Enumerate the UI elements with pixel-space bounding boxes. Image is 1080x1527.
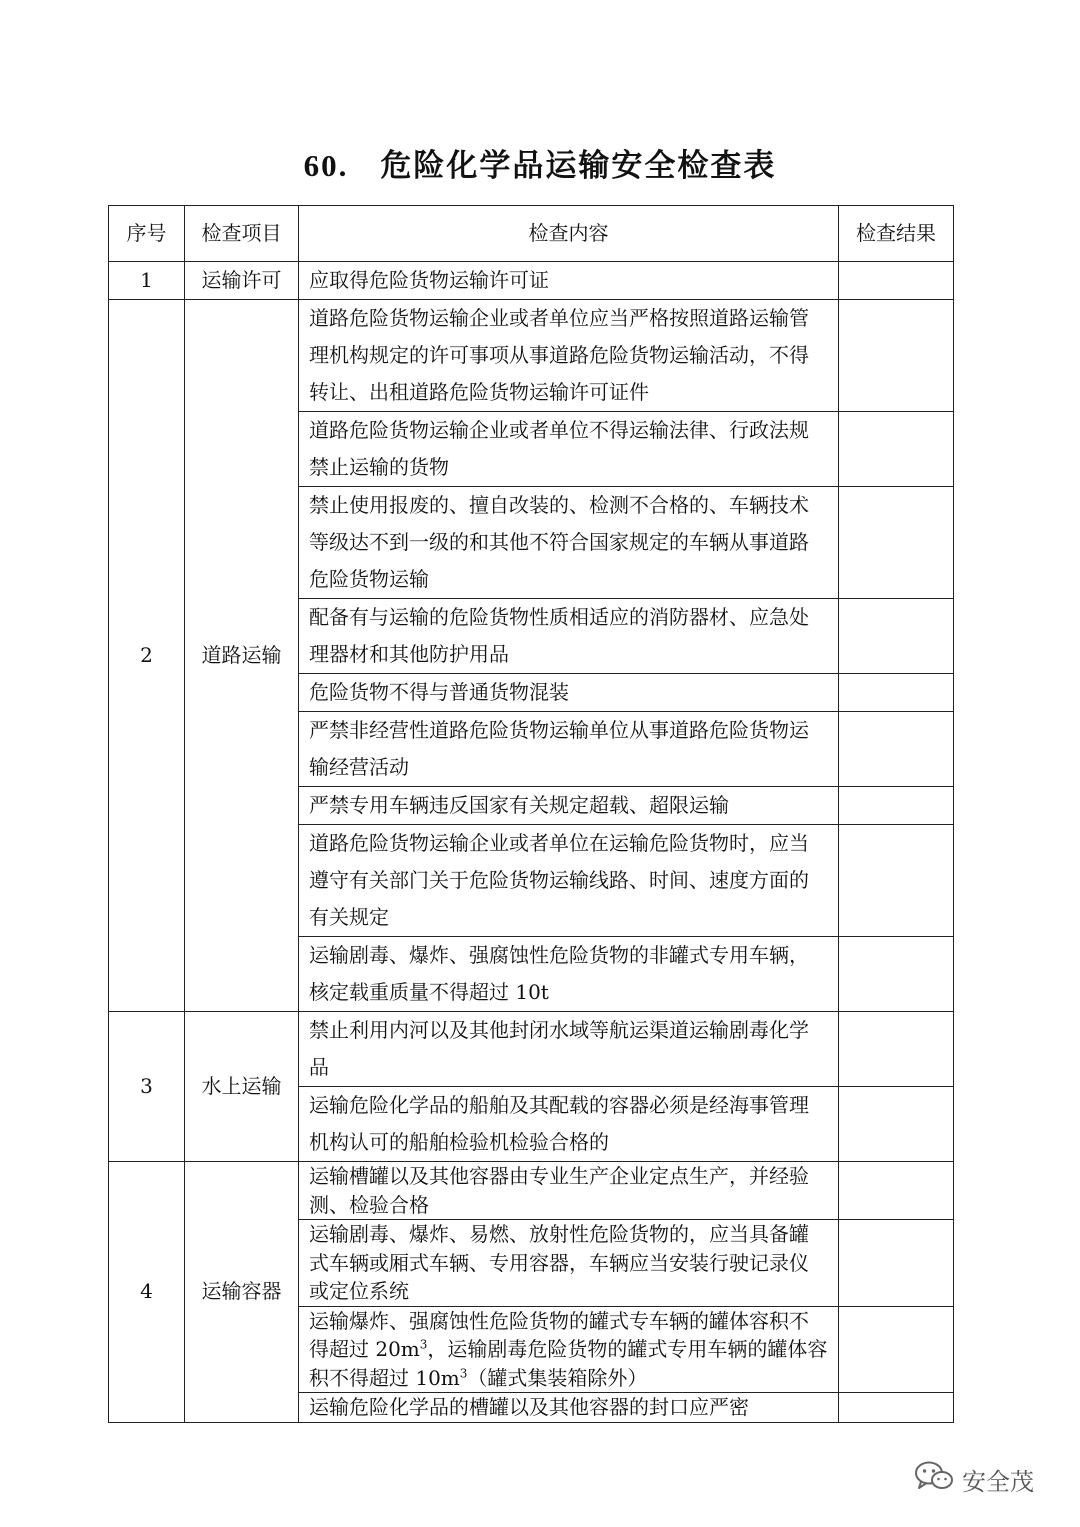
- check-content: 配备有与运输的危险货物性质相适应的消防器材、应急处理器材和其他防护用品: [299, 599, 839, 674]
- result-cell[interactable]: [839, 1220, 954, 1307]
- check-content: 道路危险货物运输企业或者单位在运输危险货物时，应当遵守有关部门关于危险货物运输线路、时间、速度方面的有关规定: [299, 825, 839, 937]
- table-row: [109, 262, 954, 300]
- group-number: 4: [109, 1162, 185, 1423]
- group-item: 道路运输: [185, 300, 299, 1012]
- check-content: 道路危险货物运输企业或者单位不得运输法律、行政法规禁止运输的货物: [299, 412, 839, 487]
- check-content: 严禁专用车辆违反国家有关规定超载、超限运输: [299, 787, 839, 825]
- result-cell[interactable]: [839, 1162, 954, 1220]
- wechat-icon: [914, 1460, 954, 1498]
- watermark: [914, 1460, 1034, 1498]
- result-cell[interactable]: [839, 674, 954, 712]
- result-cell[interactable]: [839, 825, 954, 937]
- header-content: 检查内容: [299, 206, 839, 262]
- volume-text-2: ，运输剧毒危险货物的罐式专用车辆的罐体容积不得超过 10m: [309, 1337, 828, 1390]
- result-cell[interactable]: [839, 1012, 954, 1087]
- watermark-text: 安全茂: [962, 1467, 1034, 1496]
- superscript-3: 3: [459, 1365, 468, 1380]
- result-cell[interactable]: [839, 487, 954, 599]
- check-content: 运输剧毒、爆炸、强腐蚀性危险货物的非罐式专用车辆，核定载重质量不得超过 10t: [299, 937, 839, 1012]
- superscript-3: 3: [419, 1337, 428, 1352]
- result-cell[interactable]: [839, 1087, 954, 1162]
- check-content: 应取得危险货物运输许可证: [299, 262, 839, 300]
- check-content: 禁止利用内河以及其他封闭水域等航运渠道运输剧毒化学品: [299, 1012, 839, 1087]
- group-number: 2: [109, 300, 185, 1012]
- check-content: 运输剧毒、爆炸、易燃、放射性危险货物的，应当具备罐式车辆或厢式车辆、专用容器，车辆应当安装行驶记录仪或定位系统: [299, 1220, 839, 1307]
- group-item: 水上运输: [185, 1012, 299, 1162]
- result-cell[interactable]: [839, 1306, 954, 1393]
- volume-text-3: （罐式集装箱除外）: [467, 1365, 648, 1390]
- group-number: 1: [109, 262, 185, 300]
- title-number: 60.: [303, 148, 349, 183]
- table-row: [109, 300, 954, 412]
- check-content: 严禁非经营性道路危险货物运输单位从事道路危险货物运输经营活动: [299, 712, 839, 787]
- inspection-table: [108, 205, 954, 1423]
- check-content: 禁止使用报废的、擅自改装的、检测不合格的、车辆技术等级达不到一级的和其他不符合国家规定的车辆从事道路危险货物运输: [299, 487, 839, 599]
- check-content: 运输槽罐以及其他容器由专业生产企业定点生产，并经验测、检验合格: [299, 1162, 839, 1220]
- table-row: [109, 1162, 954, 1220]
- group-item: 运输许可: [185, 262, 299, 300]
- result-cell[interactable]: [839, 262, 954, 300]
- check-content: 危险货物不得与普通货物混装: [299, 674, 839, 712]
- header-row: [109, 206, 954, 262]
- result-cell[interactable]: [839, 300, 954, 412]
- check-content: 运输危险化学品的船舶及其配载的容器必须是经海事管理机构认可的船舶检验机检验合格的: [299, 1087, 839, 1162]
- header-no: 序号: [109, 206, 185, 262]
- result-cell[interactable]: [839, 412, 954, 487]
- check-content: 运输危险化学品的槽罐以及其他容器的封口应严密: [299, 1393, 839, 1423]
- header-result: 检查结果: [839, 206, 954, 262]
- group-item: 运输容器: [185, 1162, 299, 1423]
- result-cell[interactable]: [839, 937, 954, 1012]
- table-row: [109, 1012, 954, 1087]
- result-cell[interactable]: [839, 1393, 954, 1423]
- check-content: 道路危险货物运输企业或者单位应当严格按照道路运输管理机构规定的许可事项从事道路危险货物运输活动，不得转让、出租道路危险货物运输许可证件: [299, 300, 839, 412]
- header-item: 检查项目: [185, 206, 299, 262]
- group-number: 3: [109, 1012, 185, 1162]
- result-cell[interactable]: [839, 599, 954, 674]
- check-content: [299, 1306, 839, 1393]
- title-text: 危险化学品运输安全检查表: [380, 148, 777, 184]
- page-title: [0, 140, 1080, 185]
- volume-text-1: 运输爆炸、强腐蚀性危险货物的罐式专车辆的罐体容积不得超过 20m: [309, 1308, 809, 1361]
- result-cell[interactable]: [839, 787, 954, 825]
- result-cell[interactable]: [839, 712, 954, 787]
